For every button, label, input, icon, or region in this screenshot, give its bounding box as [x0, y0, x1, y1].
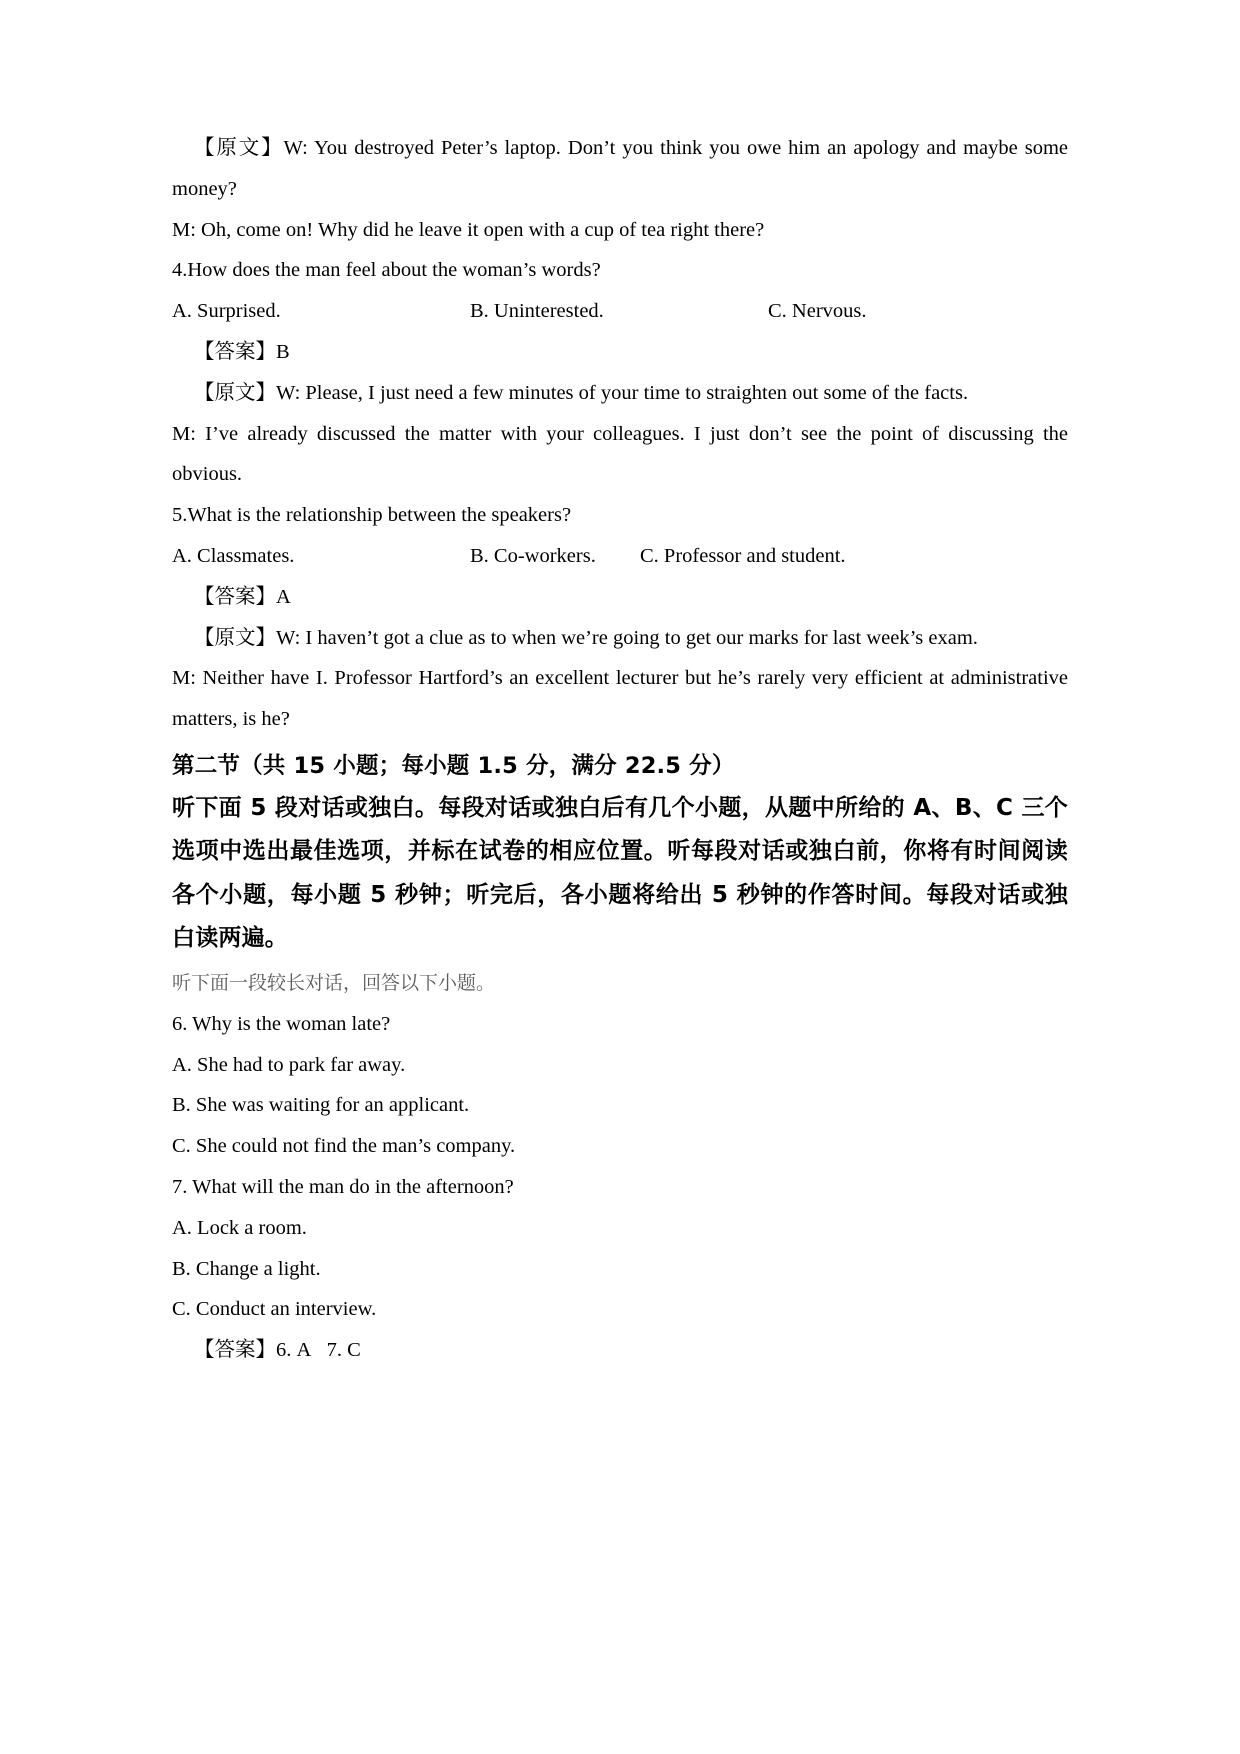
script-5-line-1: 【原文】W: Please, I just need a few minutes of your time to straighten out some of the facts. [194, 381, 969, 404]
question-4-option-a[interactable]: A. Surprised. [172, 300, 281, 323]
script-6-line-1: 【原文】W: I haven’t got a clue as to when we’re going to get our marks for last week’s exam. [194, 626, 978, 649]
question-4-options [172, 291, 1068, 332]
script-4-line-2: M: Oh, come on! Why did he leave it open with a cup of tea right there? [172, 218, 765, 241]
question-7-option-a[interactable]: A. Lock a room. [172, 1216, 307, 1239]
question-6: 6. Why is the woman late? [172, 1012, 391, 1035]
question-7-option-b[interactable]: B. Change a light. [172, 1257, 321, 1280]
question-5: 5.What is the relationship between the speakers? [172, 504, 572, 527]
question-5-option-c[interactable]: C. Professor and student. [640, 544, 846, 567]
question-5-options [172, 536, 1068, 577]
question-5-option-b[interactable]: B. Co-workers. [470, 544, 596, 567]
answer-5: 【答案】A [194, 585, 291, 608]
script-5-line-2: M: I’ve already discussed the matter with your colleagues. I just don’t see the point of discussing the obvious. [172, 422, 1068, 486]
question-6-option-b[interactable]: B. She was waiting for an applicant. [172, 1094, 470, 1117]
question-5-option-a[interactable]: A. Classmates. [172, 544, 295, 567]
question-4-option-b[interactable]: B. Uninterested. [470, 300, 604, 323]
question-7-option-c[interactable]: C. Conduct an interview. [172, 1298, 377, 1321]
document-body [172, 128, 1068, 1371]
section-instructions: 听下面 5 段对话或独白。每段对话或独白后有几个小题，从题中所给的 A、B、C 三个选项中选出最佳选项，并标在试卷的相应位置。听每段对话或独白前，你将有时间阅读各个小题，每小题 5 秒钟；听完后，各小题将给出 5 秒钟的作答时间。每段对话或独白读两遍。 [172, 794, 1068, 952]
question-4: 4.How does the man feel about the woman’s words? [172, 259, 601, 282]
question-4-option-c[interactable]: C. Nervous. [768, 300, 867, 323]
script-6-line-2: M: Neither have I. Professor Hartford’s an excellent lecturer but he’s rarely very efficient at administrative matters, is he? [172, 667, 1068, 731]
section-heading: 第二节（共 15 小题；每小题 1.5 分，满分 22.5 分） [172, 752, 735, 779]
script-4-line-1: 【原文】W: You destroyed Peter’s laptop. Don’t you think you owe him an apology and maybe some money? [172, 137, 1068, 200]
question-7: 7. What will the man do in the afternoon? [172, 1175, 514, 1198]
answer-4: 【答案】B [194, 340, 290, 363]
answer-6-7: 【答案】6. A 7. C [194, 1339, 361, 1362]
listen-prompt: 听下面一段较长对话，回答以下小题。 [172, 971, 496, 994]
question-6-option-c[interactable]: C. She could not find the man’s company. [172, 1135, 516, 1158]
question-6-option-a[interactable]: A. She had to park far away. [172, 1053, 406, 1076]
